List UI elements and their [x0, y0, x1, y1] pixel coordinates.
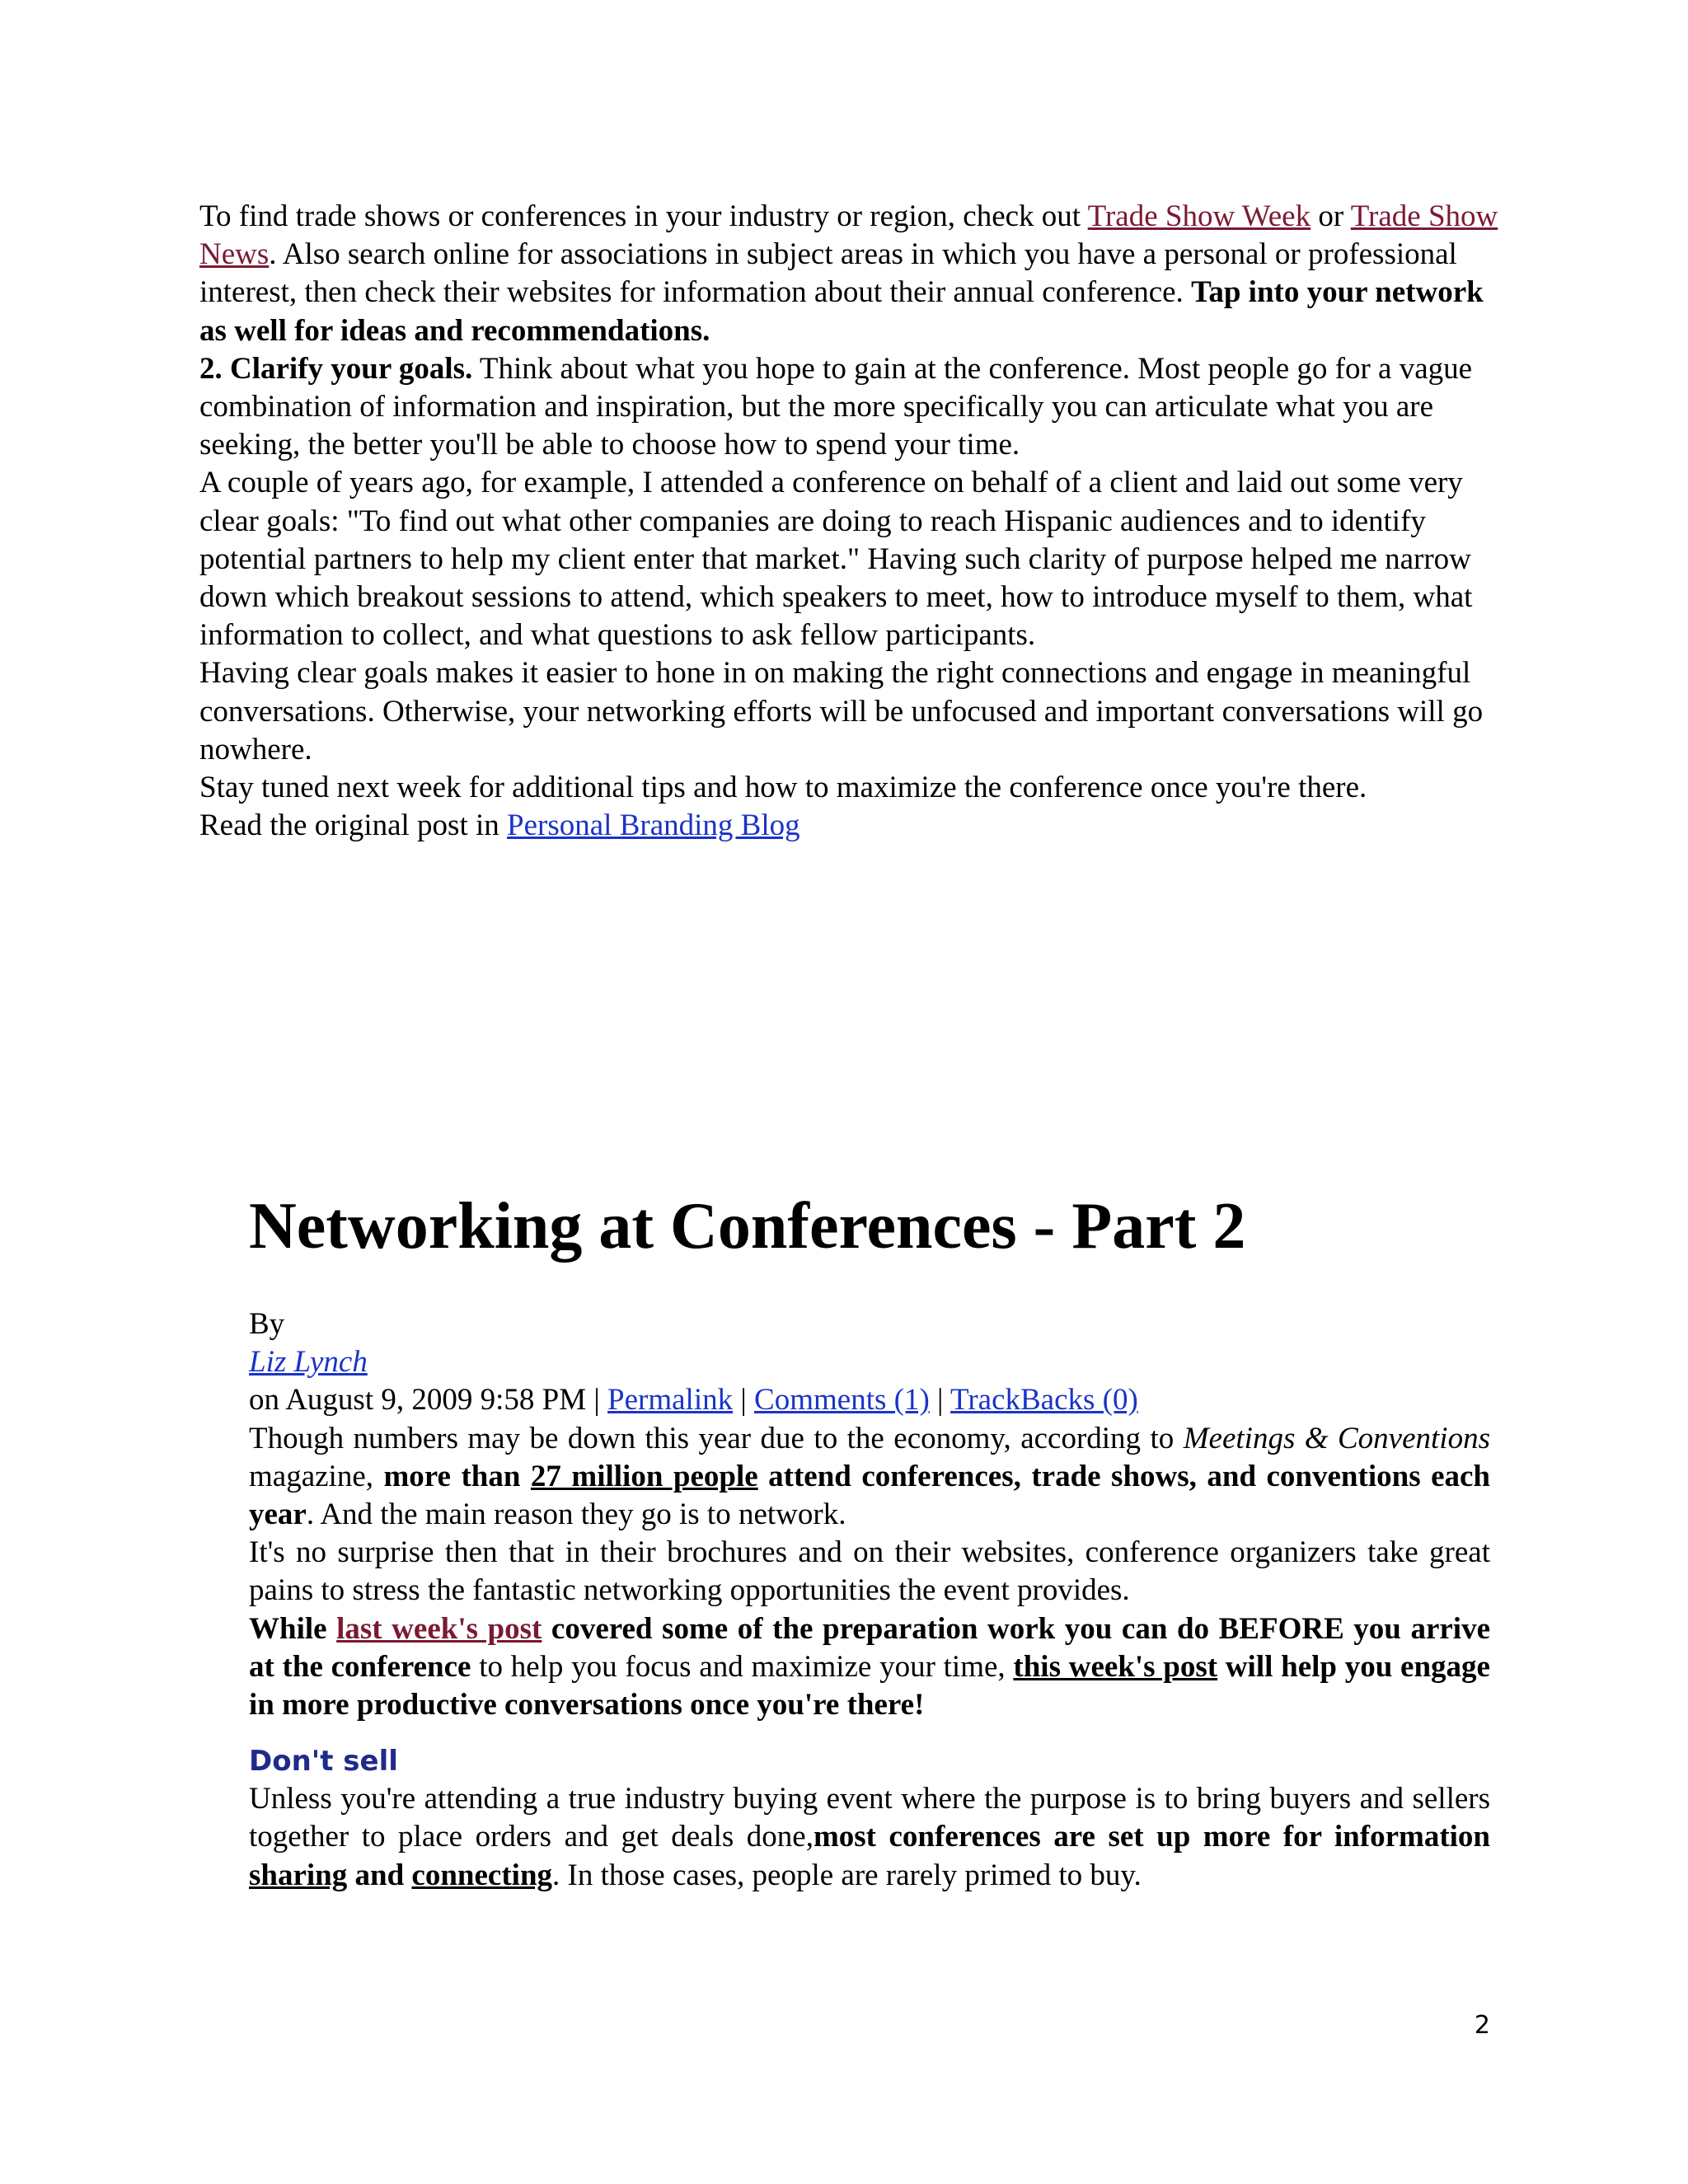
author-link[interactable]: Liz Lynch	[249, 1345, 368, 1380]
this-weeks-post-link[interactable]: this week's post	[1013, 1649, 1218, 1684]
article-title: Networking at Conferences - Part 2	[249, 1190, 1246, 1263]
personal-branding-blog-link[interactable]: Personal Branding Blog	[507, 808, 800, 843]
paragraph-clarify-goals: 2. Clarify your goals. Think about what you hope to gain at the conference. Most people go for a vague combination of information and inspiration, but the more specifically you can articulate what you are seeking, the better you'll be able to choose how to spend your time.	[199, 351, 1473, 462]
network-tip: Tap into your network as well for ideas and recommendations.	[199, 275, 1484, 348]
trade-show-news-link[interactable]: Trade Show News	[199, 199, 1498, 272]
paragraph-no-surprise: It's no surprise then that in their brochures and on their websites, conference organizers take great pains to stress the fantastic networking opportunities the event provides.	[249, 1535, 1490, 1608]
previous-article-section	[199, 198, 1502, 845]
article-body	[249, 1305, 1490, 1895]
attendance-figure: 27 million people	[530, 1459, 758, 1493]
paragraph-clear-goals: Having clear goals makes it easier to hone in on making the right connections and engage in meaningful conversations. Otherwise, your networking efforts will be unfocused and important conversations will go nowhere.	[199, 656, 1484, 766]
post-meta: on August 9, 2009 9:58 PM | Permalink | Comments (1) | TrackBacks (0)	[249, 1383, 1138, 1418]
trade-show-week-link[interactable]: Trade Show Week	[1087, 199, 1311, 233]
paragraph-unless: Unless you're attending a true industry buying event where the purpose is to bring buyers and sellers together to place orders and get deals done,most conferences are set up more for information sharing and connecting. In those cases, people are rarely primed to buy.	[249, 1782, 1490, 1892]
page-number: 2	[1474, 2011, 1490, 2040]
paragraph-example: A couple of years ago, for example, I attended a conference on behalf of a client and laid out some very clear goals: "To find out what other companies are doing to reach Hispanic audiences and to identify potential partners to help my client enter that market." Having such clarity of purpose helped me narrow down which breakout sessions to attend, which speakers to meet, how to introduce myself to them, what information to collect, and what questions to ask fellow participants.	[199, 466, 1473, 653]
sharing-emphasis: sharing	[249, 1858, 348, 1892]
last-weeks-post-link[interactable]: last week's post	[336, 1611, 542, 1646]
post-date: on August 9, 2009 9:58 PM |	[249, 1383, 608, 1418]
trackbacks-link[interactable]: TrackBacks (0)	[950, 1383, 1138, 1418]
comments-link[interactable]: Comments (1)	[754, 1383, 930, 1418]
byline-author	[249, 1343, 1490, 1381]
paragraph-original-post: Read the original post in Personal Branding Blog	[199, 808, 800, 843]
connecting-emphasis: connecting	[411, 1858, 553, 1892]
paragraph-stay-tuned: Stay tuned next week for additional tips and how to maximize the conference once you're there.	[199, 771, 1367, 805]
paragraph-last-week: While last week's post covered some of the preparation work you can do BEFORE you arrive at the conference to help you focus and maximize your time, this week's post will help you engage in more productive conversations once you're there!	[249, 1611, 1490, 1722]
magazine-name: Meetings & Conventions	[1183, 1421, 1490, 1455]
subheading-dont-sell: Don't sell	[249, 1745, 398, 1779]
paragraph-find-trade-shows: To find trade shows or conferences in your industry or region, check out Trade Show Week or Trade Show News. Also search online for associations in subject areas in which you have a personal or professional interest, then check their websites for information about their annual conference. Tap into your network as well for ideas and recommendations.	[199, 199, 1498, 348]
paragraph-numbers: Though numbers may be down this year due to the economy, according to Meetings & Conventions magazine, more than 27 million people attend conferences, trade shows, and conventions each year. And the main reason they go is to network.	[249, 1421, 1490, 1532]
clarify-goals-heading: 2. Clarify your goals.	[199, 351, 473, 386]
byline-by: By	[249, 1307, 285, 1341]
permalink-link[interactable]: Permalink	[607, 1383, 734, 1418]
